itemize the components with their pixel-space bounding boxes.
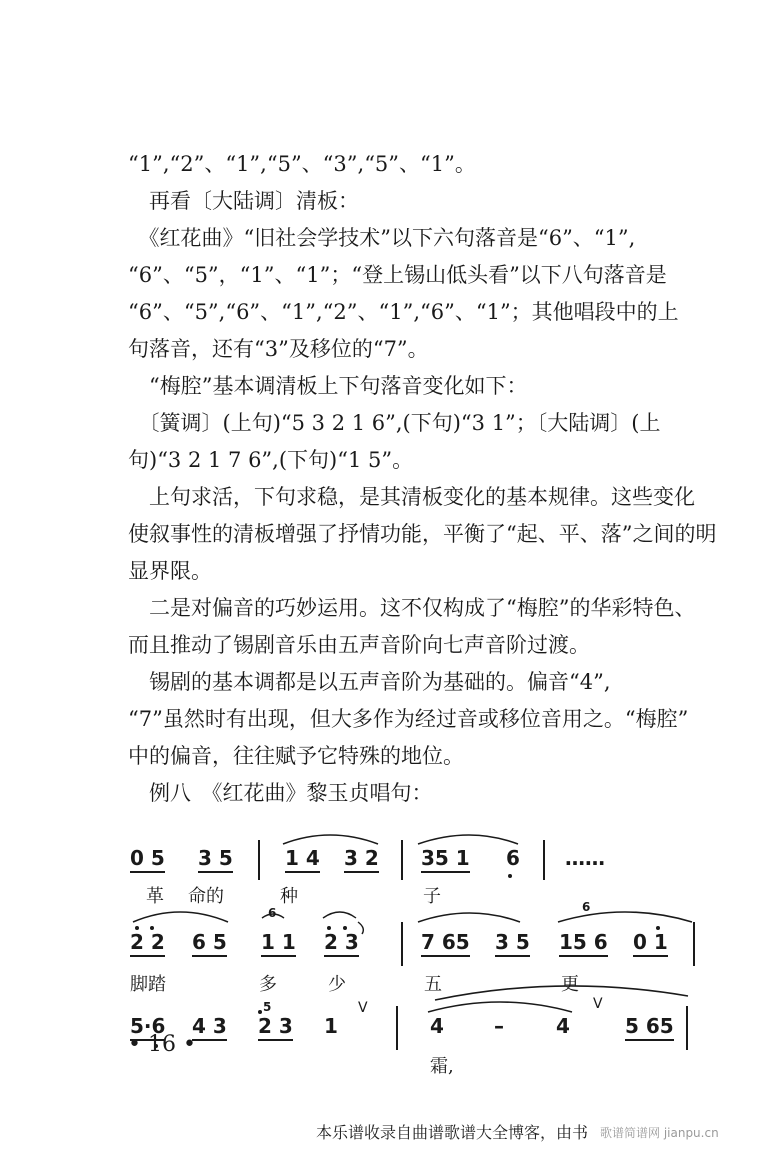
text-line: 再看〔大陆调〕清板： [128,189,359,213]
octave-dot [135,926,139,930]
lyric: 霜, [430,1056,454,1077]
breath-mark: V [358,1000,368,1016]
text-line: 中的偏音，往往赋予它特殊的地位。 [128,744,464,768]
lyric: 命的 [188,886,224,907]
note-group: 3 5 [495,930,530,957]
text-line: 显界限。 [128,559,212,583]
barline [396,1006,398,1050]
breath-mark: V [593,996,603,1012]
octave-dot [258,1010,262,1014]
text-line: “7”虽然时有出现，但大多作为经过音或移位音用之。“梅腔” [128,707,689,731]
note-group: 15 6 [559,930,608,957]
lyric: 脚踏 [130,974,166,995]
note-group: 0 5 [130,846,165,873]
barline [401,840,403,880]
note-group: 2 3 [324,930,359,957]
grace-note: 6 [268,906,277,920]
lyric: 革 [146,886,164,907]
lyric: 更 [561,974,579,995]
barline [543,840,545,880]
note-group: 2 2 [130,930,165,957]
text-line: “梅腔”基本调清板上下句落音变化如下： [128,374,528,398]
note-group: 6 [506,846,520,870]
octave-dot [327,926,331,930]
note-group: 7 65 [421,930,470,957]
lyric: 多 [259,974,277,995]
octave-dot [343,926,347,930]
text-line: 句落音，还有“3”及移位的“7”。 [128,337,429,361]
lyric: 种 [280,886,298,907]
watermark: 歌谱简谱网 jianpu.cn [600,1126,719,1140]
text-line: 上句求活，下句求稳，是其清板变化的基本规律。这些变化 [128,485,695,509]
text-line: 而且推动了锡剧音乐由五声音阶向七声音阶过渡。 [128,633,590,657]
ellipsis: …… [565,846,605,870]
lyric: 子 [423,886,441,907]
note-group: 3 2 [344,846,379,873]
text-line: 使叙事性的清板增强了抒情功能，平衡了“起、平、落”之间的明 [128,522,717,546]
note-group: 6 5 [192,930,227,957]
grace-note: 5 [263,1000,272,1014]
page-number: • 16 • [128,1032,196,1057]
lyric: 五 [424,974,442,995]
note-group: 4 3 [192,1014,227,1041]
octave-dot [508,874,512,878]
note-group: 2 3 [258,1014,293,1041]
barline [693,922,695,966]
barline [258,840,260,880]
text-line: 〔簧调〕(上句)“5 3 2 1 6”,(下句)“3 1”；〔大陆调〕(上 [128,411,661,435]
note-group: 4 [556,1014,570,1038]
octave-dot [150,926,154,930]
text-line: 句)“3 2 1 7 6”,(下句)“1 5”。 [128,448,414,472]
barline [401,922,403,966]
text-line: 二是对偏音的巧妙运用。这不仅构成了“梅腔”的华彩特色、 [128,596,696,620]
footer-text: 本乐谱收录自曲谱歌谱大全博客，由书 [316,1123,589,1142]
note-group: 0 1 [633,930,668,957]
text-line: 例八 《红花曲》黎玉贞唱句： [128,781,433,805]
note-group: 1 [324,1014,338,1038]
text-line: 锡剧的基本调都是以五声音阶为基础的。偏音“4”, [128,670,611,694]
note-group: 1 4 [285,846,320,873]
grace-note: 6 [582,900,591,914]
lyric: 少 [328,974,346,995]
note-group: 3 5 [198,846,233,873]
note-group: 5 65 [625,1014,674,1041]
text-line: “6”、“5”，“1”、“1”；“登上锡山低头看”以下八句落音是 [128,263,667,287]
note-group: 4 [430,1014,444,1038]
octave-dot [656,926,660,930]
dash: – [494,1014,504,1038]
text-line: “6”、“5”,“6”、“1”,“2”、“1”,“6”、“1”；其他唱段中的上 [128,300,679,324]
note-group: 1 1 [261,930,296,957]
text-line: 《红花曲》“旧社会学技术”以下六句落音是“6”、“1”, [128,226,636,250]
note-group: 5·6 [130,1014,165,1041]
barline [686,1006,688,1050]
text-line: “1”,“2”、“1”,“5”、“3”,“5”、“1”。 [128,152,476,176]
note-group: 35 1 [421,846,470,873]
